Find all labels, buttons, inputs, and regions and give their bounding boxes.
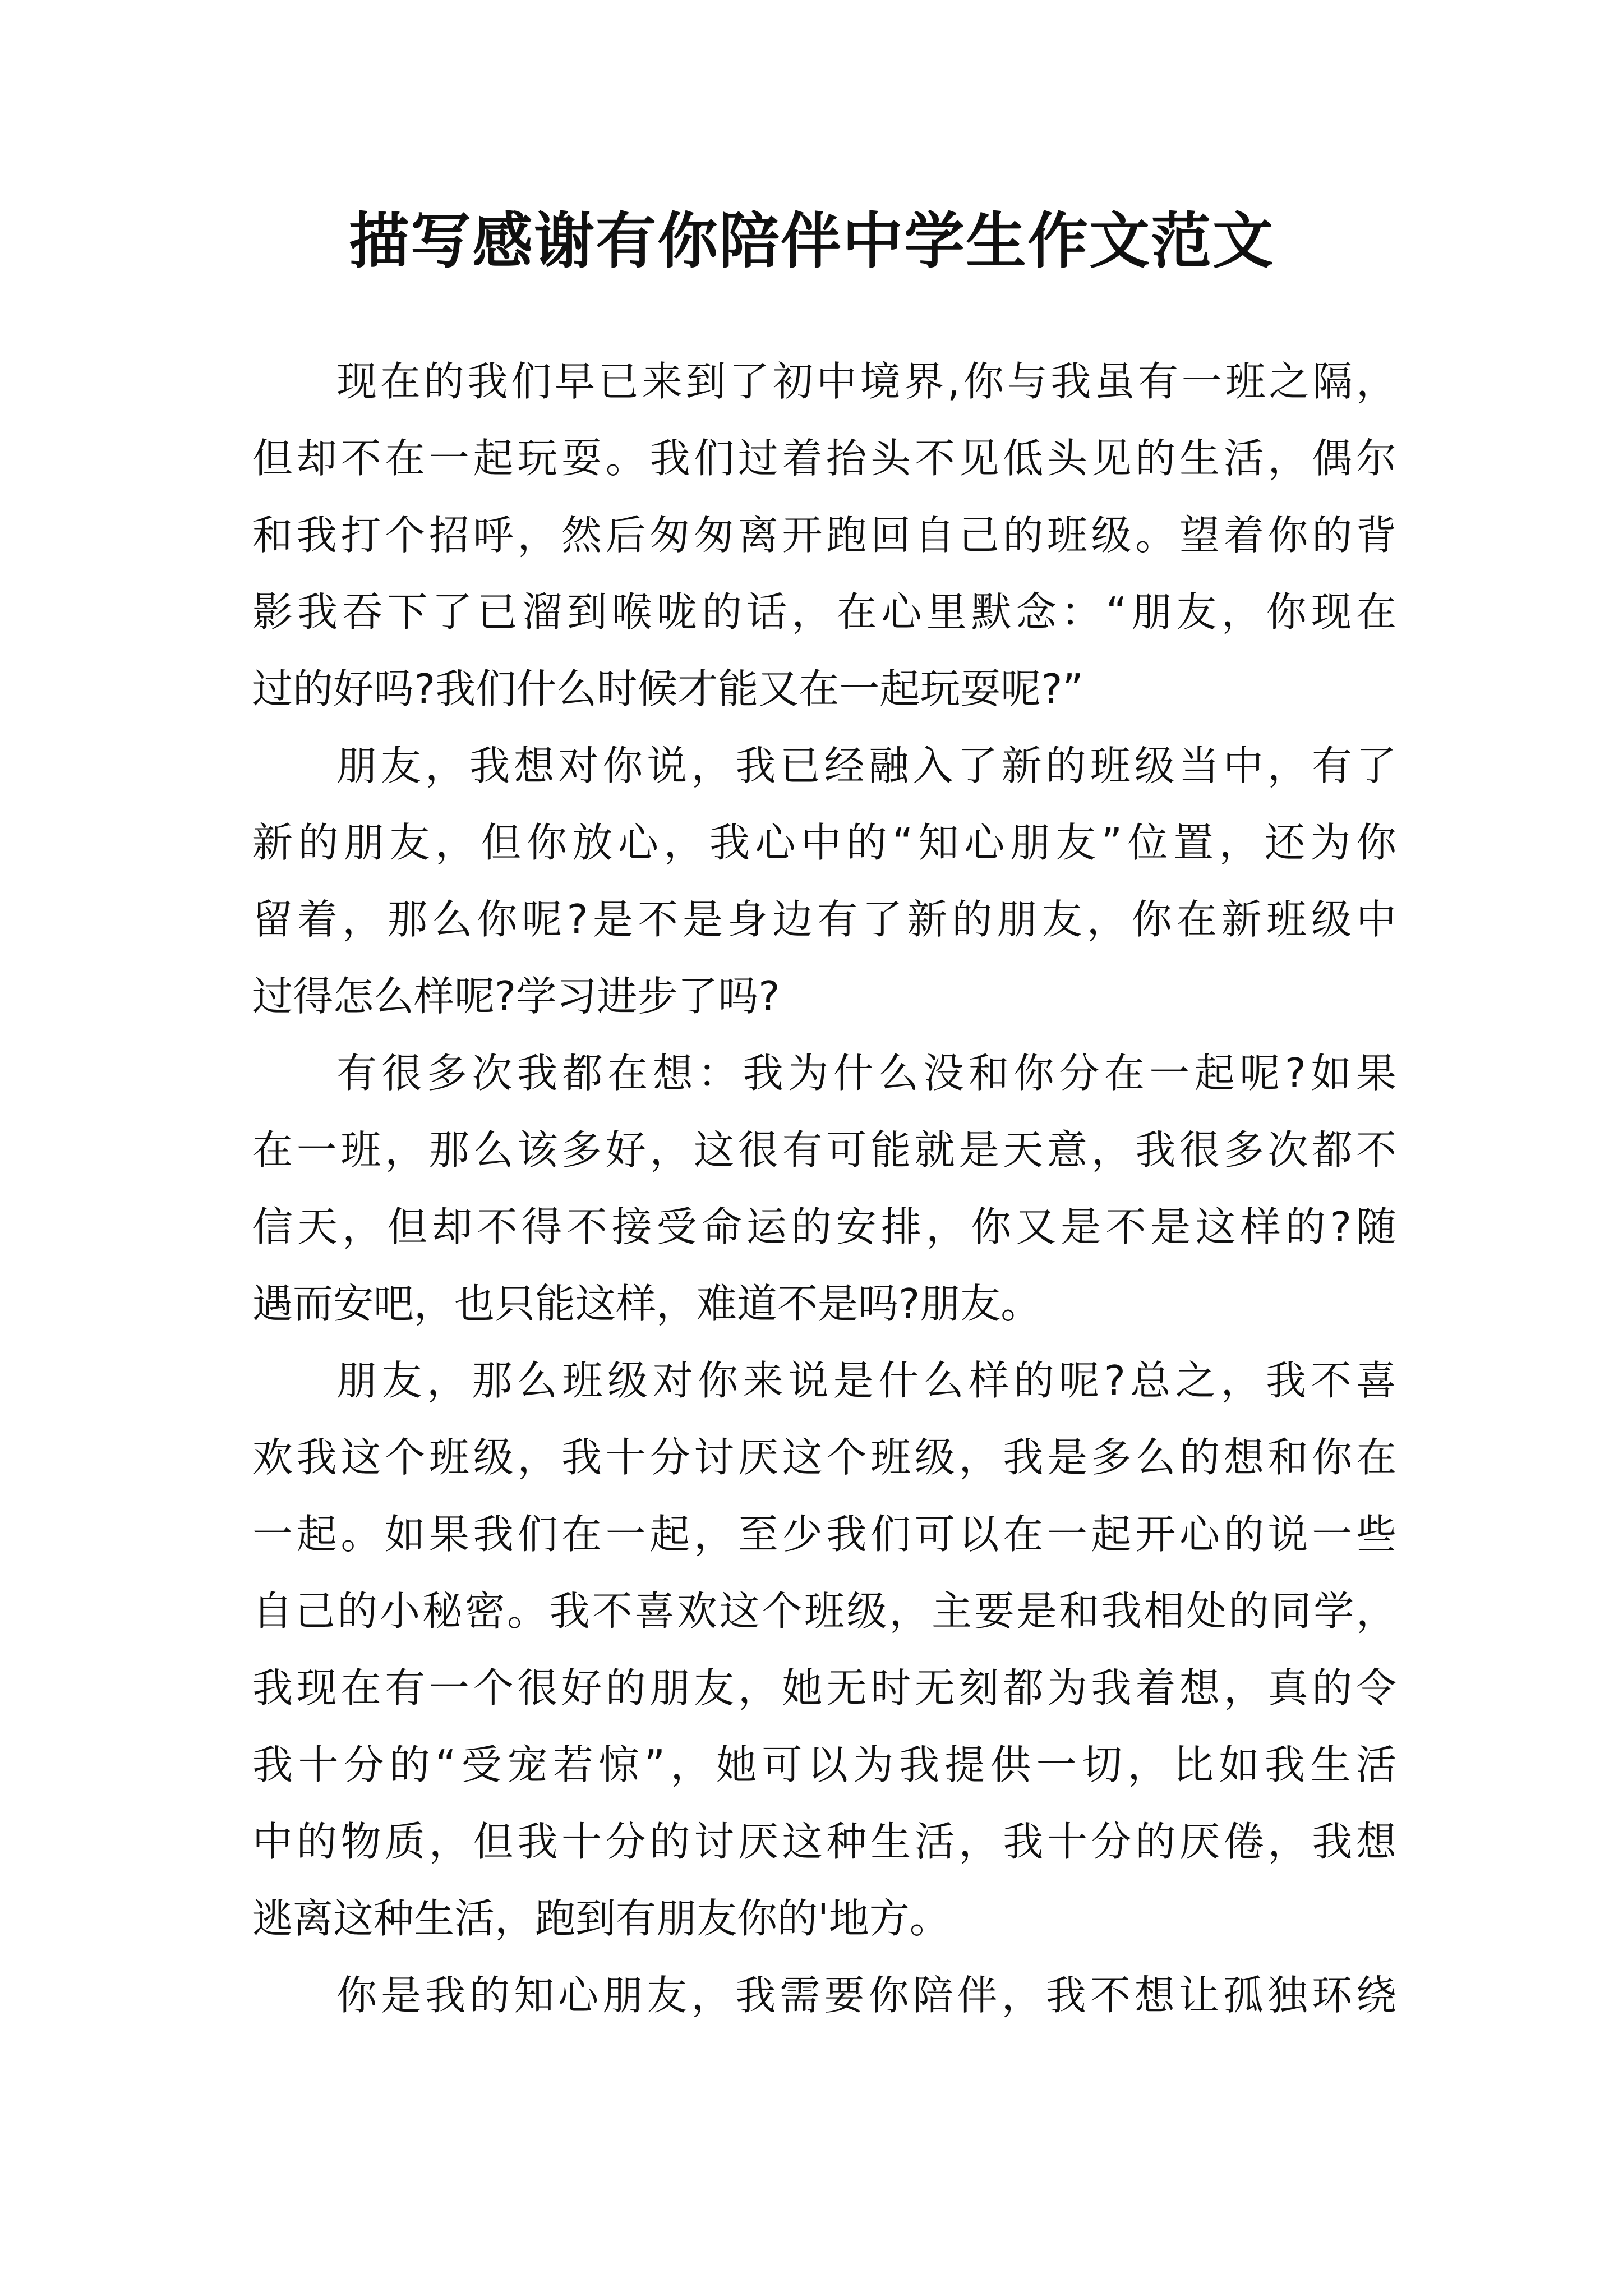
paragraph-1-line-4: 影我吞下了已溜到喉咙的话，在心里默念：“朋友，你现在 bbox=[252, 588, 1396, 636]
paragraph-4-line-4: 自己的小秘密。我不喜欢这个班级，主要是和我相处的同学， bbox=[252, 1588, 1396, 1635]
paragraph-1-line-5: 过的好吗?我们什么时候才能又在一起玩耍呢?” bbox=[252, 665, 1083, 712]
paragraph-2-line-4: 过得怎么样呢?学习进步了吗? bbox=[252, 973, 780, 1020]
document-body bbox=[252, 343, 1396, 2034]
paragraph-4-line-2: 欢我这个班级，我十分讨厌这个班级，我是多么的想和你在 bbox=[252, 1434, 1396, 1481]
paragraph-3-line-1: 有很多次我都在想：我为什么没和你分在一起呢?如果 bbox=[336, 1050, 1396, 1097]
paragraph-2-line-1: 朋友，我想对你说，我已经融入了新的班级当中，有了 bbox=[336, 742, 1396, 789]
paragraph-1-line-1: 现在的我们早已来到了初中境界,你与我虽有一班之隔， bbox=[336, 358, 1396, 405]
paragraph-4-line-3: 一起。如果我们在一起，至少我们可以在一起开心的说一些 bbox=[252, 1511, 1396, 1558]
paragraph-2-line-2: 新的朋友，但你放心，我心中的“知心朋友”位置，还为你 bbox=[252, 819, 1396, 866]
paragraph-4-line-7: 中的物质，但我十分的讨厌这种生活，我十分的厌倦，我想 bbox=[252, 1818, 1396, 1865]
paragraph-4-line-5: 我现在有一个很好的朋友，她无时无刻都为我着想，真的令 bbox=[252, 1664, 1396, 1711]
paragraph-4-line-6: 我十分的“受宠若惊”，她可以为我提供一切，比如我生活 bbox=[252, 1741, 1396, 1788]
paragraph-4-line-1: 朋友，那么班级对你来说是什么样的呢?总之，我不喜 bbox=[336, 1357, 1396, 1404]
paragraph-3-line-3: 信天，但却不得不接受命运的安排，你又是不是这样的?随 bbox=[252, 1203, 1396, 1250]
paragraph-1-line-2: 但却不在一起玩耍。我们过着抬头不见低头见的生活，偶尔 bbox=[252, 435, 1396, 482]
paragraph-4-line-8: 逃离这种生活，跑到有朋友你的'地方。 bbox=[252, 1895, 950, 1942]
paragraph-2-line-3: 留着，那么你呢?是不是身边有了新的朋友，你在新班级中 bbox=[252, 896, 1396, 943]
paragraph-5-line-1: 你是我的知心朋友，我需要你陪伴，我不想让孤独环绕 bbox=[336, 1972, 1396, 2019]
paragraph-3-line-4: 遇而安吧，也只能这样，难道不是吗?朋友。 bbox=[252, 1280, 1041, 1327]
paragraph-3-line-2: 在一班，那么该多好，这很有可能就是天意，我很多次都不 bbox=[252, 1126, 1396, 1174]
paragraph-1-line-3: 和我打个招呼，然后匆匆离开跑回自己的班级。望着你的背 bbox=[252, 512, 1396, 559]
document-title: 描写感谢有你陪伴中学生作文范文 bbox=[348, 206, 1274, 277]
